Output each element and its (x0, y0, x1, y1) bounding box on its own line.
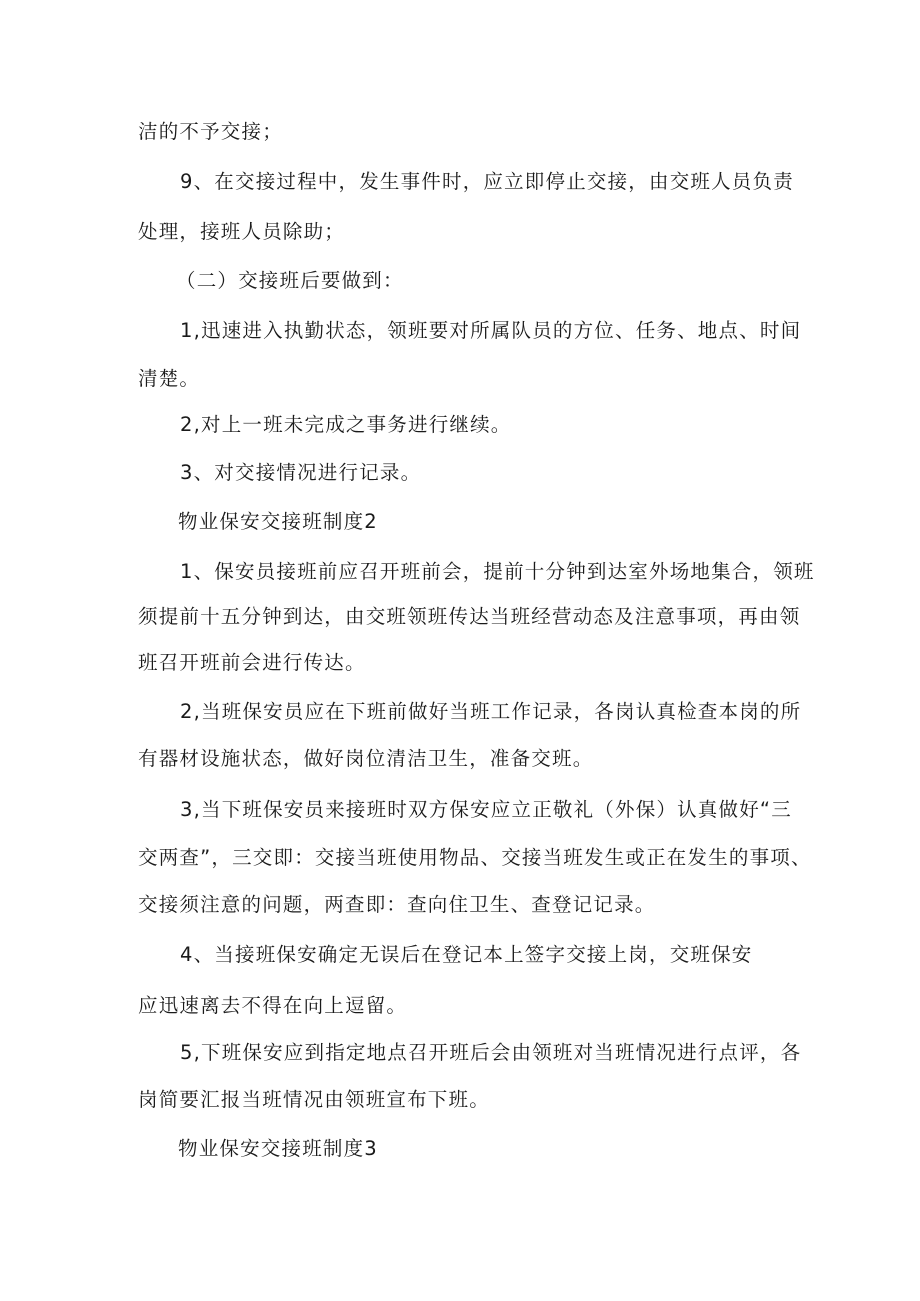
text-line: 2,当班保安员应在下班前做好当班工作记录，各岗认真检查本岗的所 (180, 700, 802, 723)
text-line: 须提前十五分钟到达，由交班领班传达当班经营动态及注意事项，再由领 (138, 605, 801, 628)
section-heading: （二）交接班后要做到： (176, 269, 404, 292)
section-title: 物业保安交接班制度2 (178, 510, 378, 533)
text-line: 处理，接班人员除助； (138, 220, 346, 243)
text-line: 3、对交接情况进行记录。 (180, 461, 422, 484)
text-line: 班召开班前会进行传达。 (138, 651, 366, 674)
text-line: 交接须注意的问题，两查即：查向住卫生、查登记记录。 (138, 893, 656, 916)
text-line: 1、保安员接班前应召开班前会，提前十分钟到达室外场地集合，领班 (180, 560, 815, 583)
text-line: 4、当接班保安确定无误后在登记本上签字交接上岗，交班保安 (180, 943, 753, 966)
text-line: 有器材设施状态，做好岗位清洁卫生，准备交班。 (138, 747, 594, 770)
text-line: 应迅速离去不得在向上逗留。 (138, 994, 408, 1017)
section-title: 物业保安交接班制度3 (178, 1137, 378, 1160)
text-line: 清楚。 (138, 367, 201, 390)
text-line: 5,下班保安应到指定地点召开班后会由领班对当班情况进行点评，各 (180, 1041, 802, 1064)
text-line: 交两查”，三交即：交接当班使用物品、交接当班发生或正在发生的事项、 (138, 846, 812, 869)
text-line: 1,迅速进入执勤状态，领班要对所属队员的方位、任务、地点、时间 (180, 319, 802, 342)
text-line: 9、在交接过程中，发生事件时，应立即停止交接，由交班人员负责 (180, 170, 794, 193)
text-line: 洁的不予交接； (138, 120, 283, 143)
text-line: 2,对上一班未完成之事务进行继续。 (180, 413, 512, 436)
text-line: 3,当下班保安员来接班时双方保安应立正敬礼（外保）认真做好“三 (180, 798, 792, 821)
text-line: 岗简要汇报当班情况由领班宣布下班。 (138, 1088, 490, 1111)
